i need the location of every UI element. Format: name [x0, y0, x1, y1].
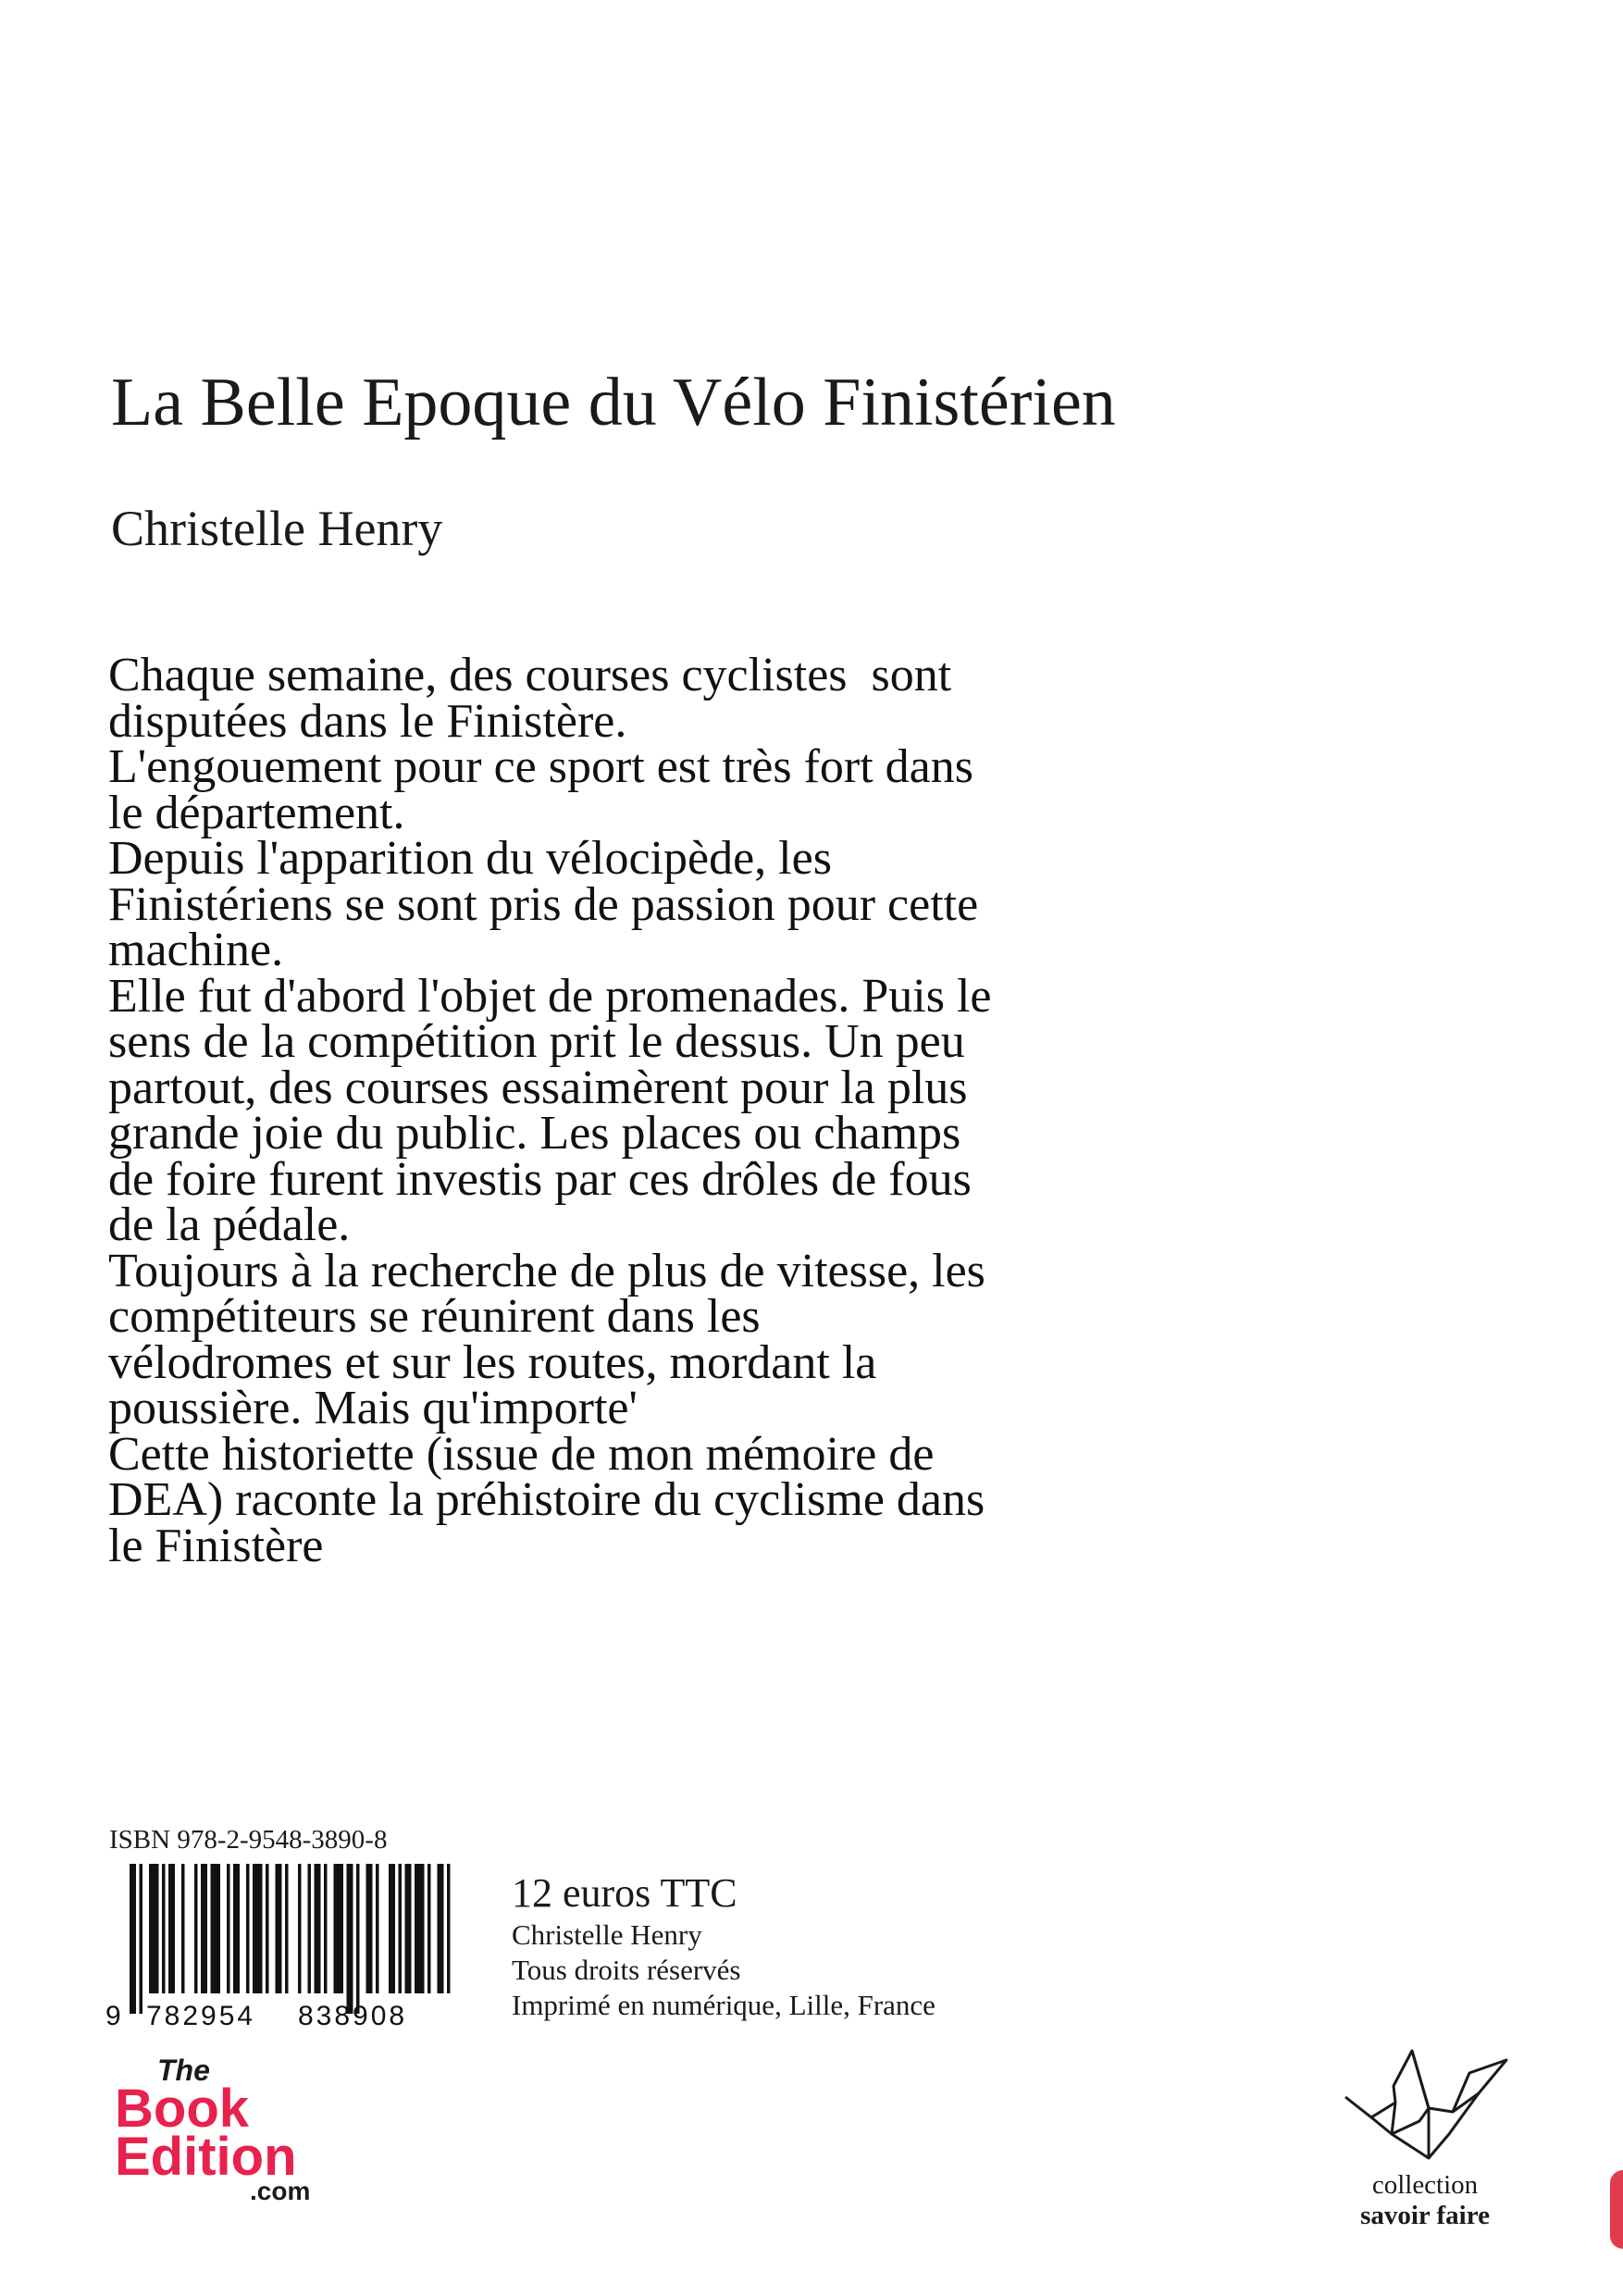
- blurb-line: de la pédale.: [108, 1198, 351, 1251]
- barcode-bar: [334, 1864, 344, 1993]
- barcode-bar: [266, 1864, 269, 1993]
- blurb-line: le département.: [108, 786, 405, 839]
- edge-mark: [1610, 2170, 1623, 2249]
- logo-book: Book: [115, 2079, 249, 2139]
- publication-info: [512, 1869, 935, 2023]
- barcode-bar: [246, 1864, 250, 1993]
- barcode-bar: [376, 1864, 379, 1993]
- blurb-line: de foire furent investis par ces drôles de fous: [108, 1152, 972, 1206]
- blurb-line: partout, des courses essaimèrent pour la plus: [108, 1061, 968, 1114]
- barcode-bar: [447, 1864, 451, 1993]
- blurb-line: Finistériens se sont pris de passion pour cette: [108, 877, 979, 931]
- logo-edition: Edition: [115, 2127, 297, 2187]
- blurb-line: L'engouement pour ce sport est très fort dans: [108, 740, 973, 793]
- blurb-line: disputées dans le Finistère.: [108, 694, 627, 748]
- barcode-bar: [181, 1864, 185, 1993]
- barcode-bar: [253, 1864, 263, 1993]
- collection-name: savoir faire: [1360, 2201, 1490, 2230]
- blurb-line: vélodromes et sur les routes, mordant la: [108, 1335, 877, 1389]
- barcode-bar: [130, 1864, 136, 2014]
- barcode-bar: [276, 1864, 282, 1993]
- barcode-bar: [201, 1864, 207, 1993]
- collection-line: collection: [1371, 2170, 1479, 2200]
- back-cover-blurb: [108, 649, 1293, 1572]
- barcode-bar: [149, 1864, 159, 1993]
- isbn-barcode: [104, 1864, 455, 2030]
- blurb-line: grande joie du public. Les places ou champs: [108, 1107, 961, 1160]
- barcode-bar: [308, 1864, 312, 1993]
- blurb-line: machine.: [108, 924, 284, 976]
- book-author: Christelle Henry: [111, 501, 443, 556]
- barcode-bar: [366, 1864, 373, 1993]
- blurb-line: Toujours à la recherche de plus de vitesse, les: [108, 1244, 985, 1297]
- blurb-line: Depuis l'apparition du vélocipède, les: [108, 832, 832, 885]
- svg-text:782954: 782954: [146, 2001, 256, 2030]
- barcode-bar: [194, 1864, 198, 1993]
- barcode-bar: [168, 1864, 175, 1993]
- blurb-line: Cette historiette (issue de mon mémoire de: [108, 1427, 935, 1481]
- blurb-line: compétiteurs se réunirent dans les: [108, 1290, 761, 1343]
- barcode-bar: [298, 1864, 302, 1993]
- barcode-bar: [227, 1864, 230, 1993]
- barcode-bar: [233, 1864, 240, 1993]
- logo-dotcom: .com: [250, 2177, 311, 2203]
- blurb-line: sens de la compétition prit le dessus. Un peu: [108, 1015, 965, 1068]
- collection-label: [1258, 2170, 1592, 2231]
- blurb-line: poussière. Mais qu'importe': [108, 1382, 638, 1434]
- blurb-line: Chaque semaine, des courses cyclistes sont: [108, 649, 952, 701]
- barcode-bar: [315, 1864, 321, 1993]
- book-title: La Belle Epoque du Vélo Finistérien: [111, 365, 1116, 441]
- thebookedition-logo: [111, 2054, 333, 2203]
- barcode-bar: [389, 1864, 395, 1993]
- price: 12 euros TTC: [512, 1870, 737, 1916]
- barcode-bar: [438, 1864, 444, 1993]
- barcode-bar: [399, 1864, 403, 1993]
- barcode-bar: [324, 1864, 328, 1993]
- barcode-bar: [405, 1864, 412, 1993]
- svg-text:838908: 838908: [298, 2001, 408, 2030]
- barcode-bar: [140, 1864, 143, 2014]
- barcode-bar: [285, 1864, 289, 1993]
- svg-text:9: 9: [105, 2001, 121, 2030]
- barcode-bar: [356, 1864, 360, 2014]
- origami-crane-icon: [1340, 2043, 1525, 2173]
- blurb-line: DEA) raconte la préhistoire du cyclisme dans: [108, 1473, 985, 1526]
- blurb-line: le Finistère: [108, 1519, 324, 1572]
- barcode-bar: [347, 1864, 353, 2014]
- blurb-line: Elle fut d'abord l'objet de promenades. Puis le: [108, 969, 992, 1023]
- logo-the: The: [157, 2054, 210, 2087]
- printing-notice: Imprimé en numérique, Lille, France: [512, 1989, 935, 2021]
- barcode-bar: [415, 1864, 425, 1993]
- barcode-bar: [211, 1864, 221, 1993]
- rights-notice: Tous droits réservés: [512, 1954, 741, 1986]
- copyright-name: Christelle Henry: [512, 1918, 702, 1951]
- barcode-bar: [162, 1864, 166, 1993]
- barcode-bar: [427, 1864, 431, 1993]
- isbn-label: ISBN 978-2-9548-3890-8: [109, 1825, 388, 1855]
